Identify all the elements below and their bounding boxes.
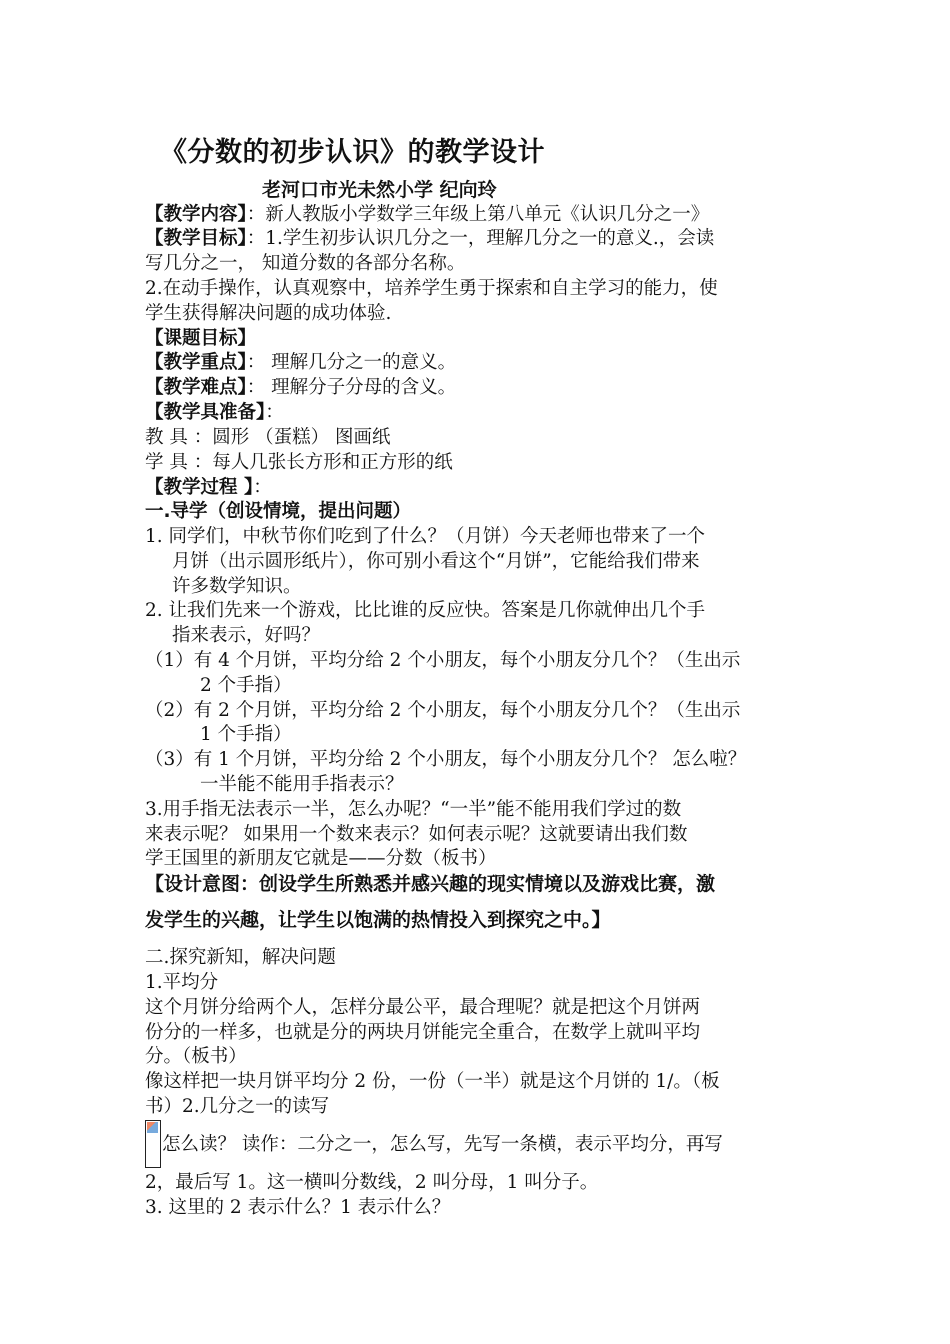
para-1: 这个月饼分给两个人，怎样分最公平，最合理呢？就是把这个月饼两 (145, 997, 701, 1018)
line-goals: 【教学目标】：1.学生初步认识几分之一，理解几分之一的意义.，会读 (145, 228, 715, 249)
item-1-cont: 月饼（出示圆形纸片），你可别小看这个“月饼”，它能给我们带来 (172, 551, 700, 572)
sub-item-1: （1）有 4 个月饼，平均分给 2 个小朋友，每个小朋友分几个？（生出示 (145, 650, 741, 671)
line-materials: 【教学具准备】： (145, 402, 284, 423)
line-process: 【教学过程 】： (145, 477, 272, 498)
item-1-cont-2: 许多数学知识。 (172, 576, 302, 597)
item-3-cont-2: 学王国里的新朋友它就是——分数（板书） (145, 848, 497, 869)
section-heading-1: 一.导学（创设情境，提出问题） (145, 501, 412, 522)
item-2: 2. 让我们先来一个游戏，比比谁的反应快。答案是几你就伸出几个手 (145, 600, 706, 621)
item-3-cont: 来表示呢？ 如果用一个数来表示？如何表示呢？这就要请出我们数 (145, 824, 688, 845)
para-1-cont-2: 分。（板书） (145, 1046, 247, 1067)
para-3: 怎么读？ 读作：二分之一，怎么写，先写一条横，表示平均分，再写 (162, 1134, 723, 1155)
subsection-1: 1.平均分 (145, 972, 219, 993)
sub-item-1-cont: 2 个手指） (200, 675, 292, 696)
line-teacher-tools: 教 具 ：圆形 （蛋糕） 图画纸 (145, 427, 391, 448)
line-topic-goal: 【课题目标】 (145, 328, 257, 349)
fraction-image-icon (145, 1120, 161, 1168)
author-line: 老河口市光未然小学 纪向玲 (262, 179, 497, 201)
line-key-point: 【教学重点】： 理解几分之一的意义。 (145, 352, 457, 373)
sub-item-2-cont: 1 个手指） (200, 724, 292, 745)
para-2: 像这样把一块月饼平均分 2 份，一份（一半）就是这个月饼的 1/。（板 (145, 1071, 720, 1092)
line-goal-2: 2.在动手操作，认真观察中，培养学生勇于探索和自主学习的能力，使 (145, 278, 718, 299)
design-intent-cont: 发学生的兴趣，让学生以饱满的热情投入到探究之中。】 (145, 909, 611, 931)
line-student-tools: 学 具 ：每人几张长方形和正方形的纸 (145, 452, 453, 473)
para-2-cont: 书）2.几分之一的读写 (145, 1096, 330, 1117)
para-3-cont: 2，最后写 1。这一横叫分数线，2 叫分母，1 叫分子。 (145, 1172, 599, 1193)
design-intent: 【设计意图：创设学生所熟悉并感兴趣的现实情境以及游戏比赛，激 (145, 873, 716, 895)
item-2-cont: 指来表示，好吗？ (172, 625, 321, 646)
item-3: 3.用手指无法表示一半，怎么办呢？“一半”能不能用我们学过的数 (145, 799, 682, 820)
section-heading-2: 二.探究新知，解决问题 (145, 947, 336, 968)
line-difficulty: 【教学难点】： 理解分子分母的含义。 (145, 377, 457, 398)
line-goal-2-cont: 学生获得解决问题的成功体验. (145, 303, 392, 324)
para-1-cont: 份分的一样多，也就是分的两块月饼能完全重合，在数学上就叫平均 (145, 1022, 701, 1043)
line-goals-cont: 写几分之一， 知道分数的各部分名称。 (145, 253, 466, 274)
item-question: 3. 这里的 2 表示什么？1 表示什么？ (145, 1197, 451, 1218)
line-content: 【教学内容】：新人教版小学数学三年级上第八单元《认识几分之一》 (145, 204, 710, 225)
page-title: 《分数的初步认识》的教学设计 (160, 137, 545, 168)
sub-item-3: （3）有 1 个月饼，平均分给 2 个小朋友，每个小朋友分几个？ 怎么啦？ (145, 749, 747, 770)
item-1: 1. 同学们，中秋节你们吃到了什么？（月饼）今天老师也带来了一个 (145, 526, 706, 547)
sub-item-2: （2）有 2 个月饼，平均分给 2 个小朋友，每个小朋友分几个？（生出示 (145, 700, 741, 721)
sub-item-3-cont: 一半能不能用手指表示？ (200, 774, 404, 795)
